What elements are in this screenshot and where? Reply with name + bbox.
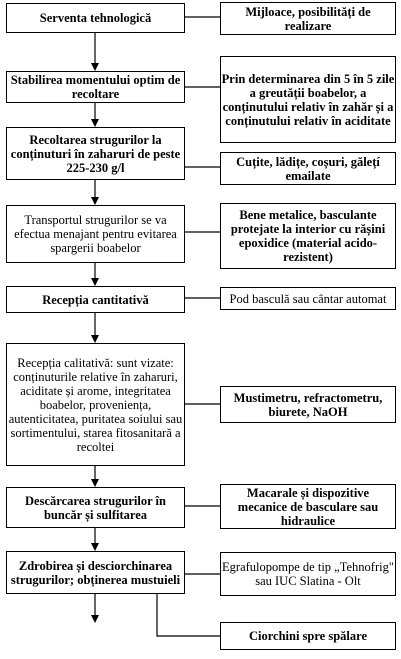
step-receptia-cantitativa bbox=[6, 286, 185, 313]
means-macarale-text: Macarale și dispozitive mecanice de basculare sau hidraulice bbox=[237, 485, 379, 528]
step-momentul-optim bbox=[6, 71, 185, 103]
means-header-text: Mijloace, posibilități de realizare bbox=[245, 4, 371, 33]
means-bene-metalice-text: Bene metalice, basculante protejate la interior cu rășini epoxidice (material acido-rezistent) bbox=[230, 208, 386, 264]
link-step8-r9 bbox=[157, 594, 220, 636]
step-receptia-cantitativa-text: Recepția cantitativă bbox=[42, 292, 149, 307]
means-mustimetru bbox=[220, 386, 396, 423]
step-descarcarea-text: Descărcarea strugurilor în buncăr și sulfitarea bbox=[25, 493, 166, 522]
step-descarcarea bbox=[6, 487, 185, 528]
means-header bbox=[220, 2, 396, 35]
means-bene-metalice bbox=[220, 203, 396, 269]
step-receptia-calitativa bbox=[6, 343, 185, 466]
means-macarale bbox=[220, 484, 396, 529]
means-egrafulopompe-text: Egrafulopompe de tip „Tehnofrig" sau IUC Slatina - Olt bbox=[222, 560, 394, 588]
step-transportul bbox=[6, 205, 185, 263]
step-serventa bbox=[6, 3, 185, 33]
means-ciorchini-text: Ciorchini spre spălare bbox=[248, 629, 368, 643]
step-recoltarea-text: Recoltarea strugurilor la conținuturi în zaharuri de peste 225-230 g/l bbox=[10, 132, 181, 175]
means-cutite bbox=[220, 152, 396, 185]
means-ciorchini bbox=[220, 622, 396, 650]
step-zdrobirea bbox=[6, 551, 185, 594]
step-transportul-text: Transportul strugurilor se va efectua menajant pentru evitarea spargerii boabelor bbox=[14, 213, 177, 255]
means-egrafulopompe bbox=[220, 552, 396, 596]
step-momentul-optim-text: Stabilirea momentului optim de recoltare bbox=[10, 73, 181, 101]
step-receptia-calitativa-text: Recepția calitativă: sunt vizate: conținuturile relative în zaharuri, aciditate și arome, integritatea boabelor, proveniența, autenticitatea, puritatea soiului sau sortimentului, starea fitosanitară a recoltei bbox=[8, 355, 183, 454]
step-serventa-text: Serventa tehnologică bbox=[39, 11, 152, 25]
means-pod-bascula-text: Pod basculă sau cântar automat bbox=[229, 291, 387, 306]
means-determinarea bbox=[220, 56, 396, 143]
means-determinarea-text: Prin determinarea din 5 în 5 zile a greutății boabelor, a conținutului relativ în zahăr și a conținutului relativ în aciditate bbox=[221, 71, 395, 128]
step-zdrobirea-text: Zdrobirea și desciorchinarea strugurilor; obținerea mustuieli bbox=[10, 558, 181, 587]
means-pod-bascula bbox=[220, 287, 396, 310]
step-recoltarea bbox=[6, 127, 185, 180]
means-cutite-text: Cuțite, lădițe, coșuri, gălețí emailate bbox=[236, 154, 380, 183]
means-mustimetru-text: Mustimetru, refractometru, biurete, NaOH bbox=[233, 390, 383, 419]
